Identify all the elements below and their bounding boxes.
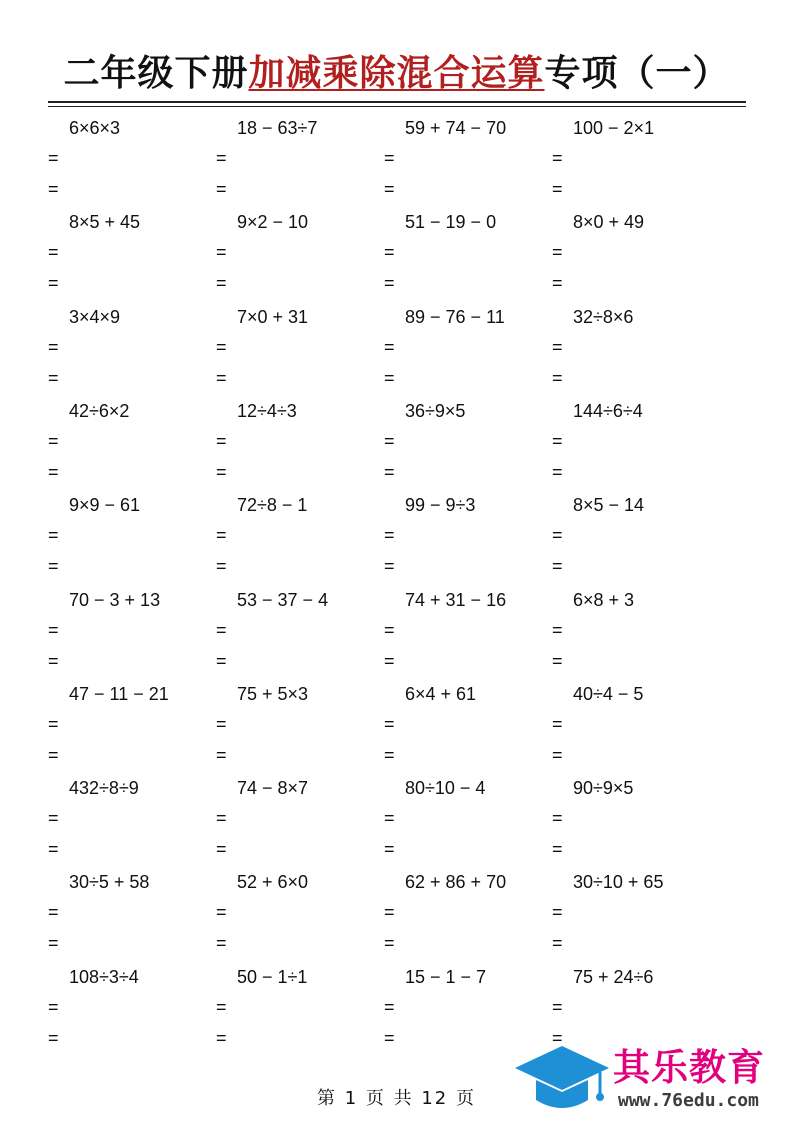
problem-expression: 6×8 + 3 bbox=[573, 589, 635, 610]
answer-line[interactable]: = bbox=[552, 148, 563, 168]
problem-cell bbox=[216, 494, 384, 584]
answer-line[interactable]: = bbox=[48, 242, 59, 263]
problem-cell bbox=[552, 683, 720, 773]
answer-line[interactable]: = bbox=[216, 273, 227, 294]
problem-expression: 3×4×9 bbox=[69, 306, 121, 327]
graduation-cap-icon bbox=[512, 1040, 612, 1118]
problem-expression: 75 + 5×3 bbox=[237, 683, 309, 704]
problem-expression: 12÷4÷3 bbox=[237, 400, 297, 421]
answer-line[interactable]: = bbox=[216, 525, 227, 546]
title-highlight: 加减乘除混合运算 bbox=[248, 53, 545, 94]
answer-line[interactable]: = bbox=[216, 933, 227, 954]
problem-cell bbox=[216, 683, 384, 773]
problem-expression: 6×4 + 61 bbox=[405, 683, 477, 704]
problem-expression: 40÷4 − 5 bbox=[573, 683, 644, 704]
answer-line[interactable]: = bbox=[48, 179, 59, 199]
answer-line[interactable]: = bbox=[48, 430, 59, 451]
brand-logo bbox=[512, 1040, 787, 1118]
answer-line[interactable]: = bbox=[48, 650, 59, 671]
problem-cell bbox=[216, 966, 384, 1056]
answer-line[interactable]: = bbox=[384, 148, 395, 168]
answer-line[interactable]: = bbox=[552, 461, 563, 482]
problem-cell bbox=[216, 211, 384, 301]
answer-line[interactable]: = bbox=[48, 556, 59, 577]
problem-expression: 90÷9×5 bbox=[573, 778, 634, 799]
problem-expression: 74 − 8×7 bbox=[237, 778, 309, 799]
answer-line[interactable]: = bbox=[552, 1027, 563, 1048]
answer-line[interactable]: = bbox=[384, 179, 395, 199]
problem-expression: 7×0 + 31 bbox=[237, 306, 309, 327]
problem-expression: 8×0 + 49 bbox=[573, 212, 645, 233]
answer-line[interactable]: = bbox=[48, 461, 59, 482]
problem-expression: 18 − 63÷7 bbox=[237, 118, 318, 138]
problem-cell bbox=[216, 777, 384, 867]
problem-expression: 144÷6÷4 bbox=[573, 400, 643, 421]
answer-line[interactable]: = bbox=[552, 336, 563, 357]
problem-expression: 47 − 11 − 21 bbox=[69, 683, 169, 704]
problem-cell bbox=[48, 400, 216, 490]
problem-cell bbox=[384, 683, 552, 773]
problem-expression: 6×6×3 bbox=[69, 118, 121, 138]
problem-cell bbox=[216, 117, 384, 207]
problem-expression: 99 − 9÷3 bbox=[405, 495, 476, 516]
problem-expression: 15 − 1 − 7 bbox=[405, 966, 487, 987]
answer-line[interactable]: = bbox=[384, 242, 395, 263]
answer-line[interactable]: = bbox=[552, 525, 563, 546]
title-suffix: 专项（一） bbox=[544, 53, 730, 94]
problem-expression: 89 − 76 − 11 bbox=[405, 306, 505, 327]
answer-line[interactable]: = bbox=[552, 713, 563, 734]
answer-line[interactable]: = bbox=[48, 808, 59, 829]
problem-cell bbox=[48, 966, 216, 1056]
problem-cell bbox=[216, 589, 384, 679]
answer-line[interactable]: = bbox=[552, 933, 563, 954]
answer-line[interactable]: = bbox=[216, 839, 227, 860]
answer-line[interactable]: = bbox=[48, 902, 59, 923]
answer-line[interactable]: = bbox=[216, 430, 227, 451]
problem-cell bbox=[384, 211, 552, 301]
problem-cell bbox=[384, 871, 552, 961]
answer-line[interactable]: = bbox=[552, 619, 563, 640]
problem-cell bbox=[48, 494, 216, 584]
problem-cell bbox=[552, 117, 720, 207]
answer-line[interactable]: = bbox=[384, 713, 395, 734]
problem-expression: 100 − 2×1 bbox=[573, 118, 655, 138]
problem-expression: 9×9 − 61 bbox=[69, 495, 141, 516]
answer-line[interactable]: = bbox=[216, 556, 227, 577]
answer-line[interactable]: = bbox=[384, 744, 395, 765]
problem-expression: 53 − 37 − 4 bbox=[237, 589, 329, 610]
answer-line[interactable]: = bbox=[384, 808, 395, 829]
answer-line[interactable]: = bbox=[48, 744, 59, 765]
problem-cell bbox=[384, 589, 552, 679]
answer-line[interactable]: = bbox=[216, 242, 227, 263]
answer-line[interactable]: = bbox=[384, 367, 395, 388]
answer-line[interactable]: = bbox=[48, 273, 59, 294]
problem-cell bbox=[552, 777, 720, 867]
answer-line[interactable]: = bbox=[384, 619, 395, 640]
answer-line[interactable]: = bbox=[48, 148, 59, 168]
answer-line[interactable]: = bbox=[384, 273, 395, 294]
answer-line[interactable]: = bbox=[552, 996, 563, 1017]
problem-expression: 51 − 19 − 0 bbox=[405, 212, 497, 233]
answer-line[interactable]: = bbox=[216, 619, 227, 640]
answer-line[interactable]: = bbox=[48, 1027, 59, 1048]
answer-line[interactable]: = bbox=[216, 650, 227, 671]
problem-expression: 80÷10 − 4 bbox=[405, 778, 486, 799]
answer-line[interactable]: = bbox=[216, 808, 227, 829]
answer-line[interactable]: = bbox=[384, 336, 395, 357]
problem-cell bbox=[48, 306, 216, 396]
problem-cell bbox=[48, 211, 216, 301]
brand-url: www.76edu.com bbox=[618, 1090, 759, 1111]
answer-line[interactable]: = bbox=[552, 242, 563, 263]
problem-expression: 70 − 3 + 13 bbox=[69, 589, 161, 610]
problem-expression: 62 + 86 + 70 bbox=[405, 872, 507, 893]
problem-expression: 32÷8×6 bbox=[573, 306, 634, 327]
problem-cell bbox=[552, 306, 720, 396]
problem-expression: 75 + 24÷6 bbox=[573, 966, 654, 987]
problem-expression: 8×5 + 45 bbox=[69, 212, 141, 233]
answer-line[interactable]: = bbox=[48, 996, 59, 1017]
problem-cell bbox=[216, 400, 384, 490]
answer-line[interactable]: = bbox=[384, 461, 395, 482]
problem-expression: 59 + 74 − 70 bbox=[405, 118, 507, 138]
problem-cell bbox=[552, 211, 720, 301]
answer-line[interactable]: = bbox=[48, 525, 59, 546]
problem-cell bbox=[48, 683, 216, 773]
page-number: 第 1 页 共 12 页 bbox=[317, 1088, 476, 1109]
problem-cell bbox=[552, 871, 720, 961]
answer-line[interactable]: = bbox=[48, 336, 59, 357]
answer-line[interactable]: = bbox=[216, 744, 227, 765]
answer-line[interactable]: = bbox=[552, 556, 563, 577]
problem-cell bbox=[216, 306, 384, 396]
answer-line[interactable]: = bbox=[384, 430, 395, 451]
answer-line[interactable]: = bbox=[384, 1027, 395, 1048]
answer-line[interactable]: = bbox=[384, 933, 395, 954]
answer-line[interactable]: = bbox=[384, 525, 395, 546]
problem-cell bbox=[216, 871, 384, 961]
answer-line[interactable]: = bbox=[552, 273, 563, 294]
answer-line[interactable]: = bbox=[552, 179, 563, 199]
brand-name: 其乐教育 bbox=[613, 1046, 765, 1089]
answer-line[interactable]: = bbox=[48, 839, 59, 860]
problem-cell bbox=[552, 494, 720, 584]
problem-expression: 30÷10 + 65 bbox=[573, 872, 664, 893]
answer-line[interactable]: = bbox=[216, 1027, 227, 1048]
answer-line[interactable]: = bbox=[216, 148, 227, 168]
problem-expression: 8×5 − 14 bbox=[573, 495, 645, 516]
problem-expression: 432÷8÷9 bbox=[69, 778, 139, 799]
answer-line[interactable]: = bbox=[48, 367, 59, 388]
answer-line[interactable]: = bbox=[216, 336, 227, 357]
answer-line[interactable]: = bbox=[384, 556, 395, 577]
problem-cell bbox=[48, 589, 216, 679]
problem-expression: 74 + 31 − 16 bbox=[405, 589, 507, 610]
problem-cell bbox=[552, 589, 720, 679]
answer-line[interactable]: = bbox=[552, 430, 563, 451]
problem-cell bbox=[384, 400, 552, 490]
answer-line[interactable]: = bbox=[216, 461, 227, 482]
problem-expression: 52 + 6×0 bbox=[237, 872, 309, 893]
answer-line[interactable]: = bbox=[216, 902, 227, 923]
answer-line[interactable]: = bbox=[552, 367, 563, 388]
problem-expression: 50 − 1÷1 bbox=[237, 966, 308, 987]
problem-cell bbox=[384, 306, 552, 396]
problem-expression: 72÷8 − 1 bbox=[237, 495, 308, 516]
problem-expression: 108÷3÷4 bbox=[69, 966, 139, 987]
answer-line[interactable]: = bbox=[48, 933, 59, 954]
problem-expression: 30÷5 + 58 bbox=[69, 872, 150, 893]
problem-cell bbox=[384, 494, 552, 584]
answer-line[interactable]: = bbox=[48, 619, 59, 640]
problem-expression: 42÷6×2 bbox=[69, 400, 130, 421]
answer-line[interactable]: = bbox=[384, 902, 395, 923]
answer-line[interactable]: = bbox=[216, 996, 227, 1017]
answer-line[interactable]: = bbox=[552, 650, 563, 671]
problem-cell bbox=[48, 777, 216, 867]
answer-line[interactable]: = bbox=[552, 744, 563, 765]
problem-expression: 36÷9×5 bbox=[405, 400, 466, 421]
title-prefix: 二年级下册 bbox=[63, 53, 249, 94]
answer-line[interactable]: = bbox=[552, 839, 563, 860]
answer-line[interactable]: = bbox=[216, 367, 227, 388]
problem-cell bbox=[552, 400, 720, 490]
answer-line[interactable]: = bbox=[48, 713, 59, 734]
problem-expression: 9×2 − 10 bbox=[237, 212, 309, 233]
answer-line[interactable]: = bbox=[552, 808, 563, 829]
answer-line[interactable]: = bbox=[384, 650, 395, 671]
answer-line[interactable]: = bbox=[552, 902, 563, 923]
problem-cell bbox=[48, 117, 216, 207]
answer-line[interactable]: = bbox=[216, 179, 227, 199]
problem-cell bbox=[48, 871, 216, 961]
answer-line[interactable]: = bbox=[216, 713, 227, 734]
problem-cell bbox=[384, 777, 552, 867]
answer-line[interactable]: = bbox=[384, 839, 395, 860]
problem-cell bbox=[384, 117, 552, 207]
answer-line[interactable]: = bbox=[384, 996, 395, 1017]
